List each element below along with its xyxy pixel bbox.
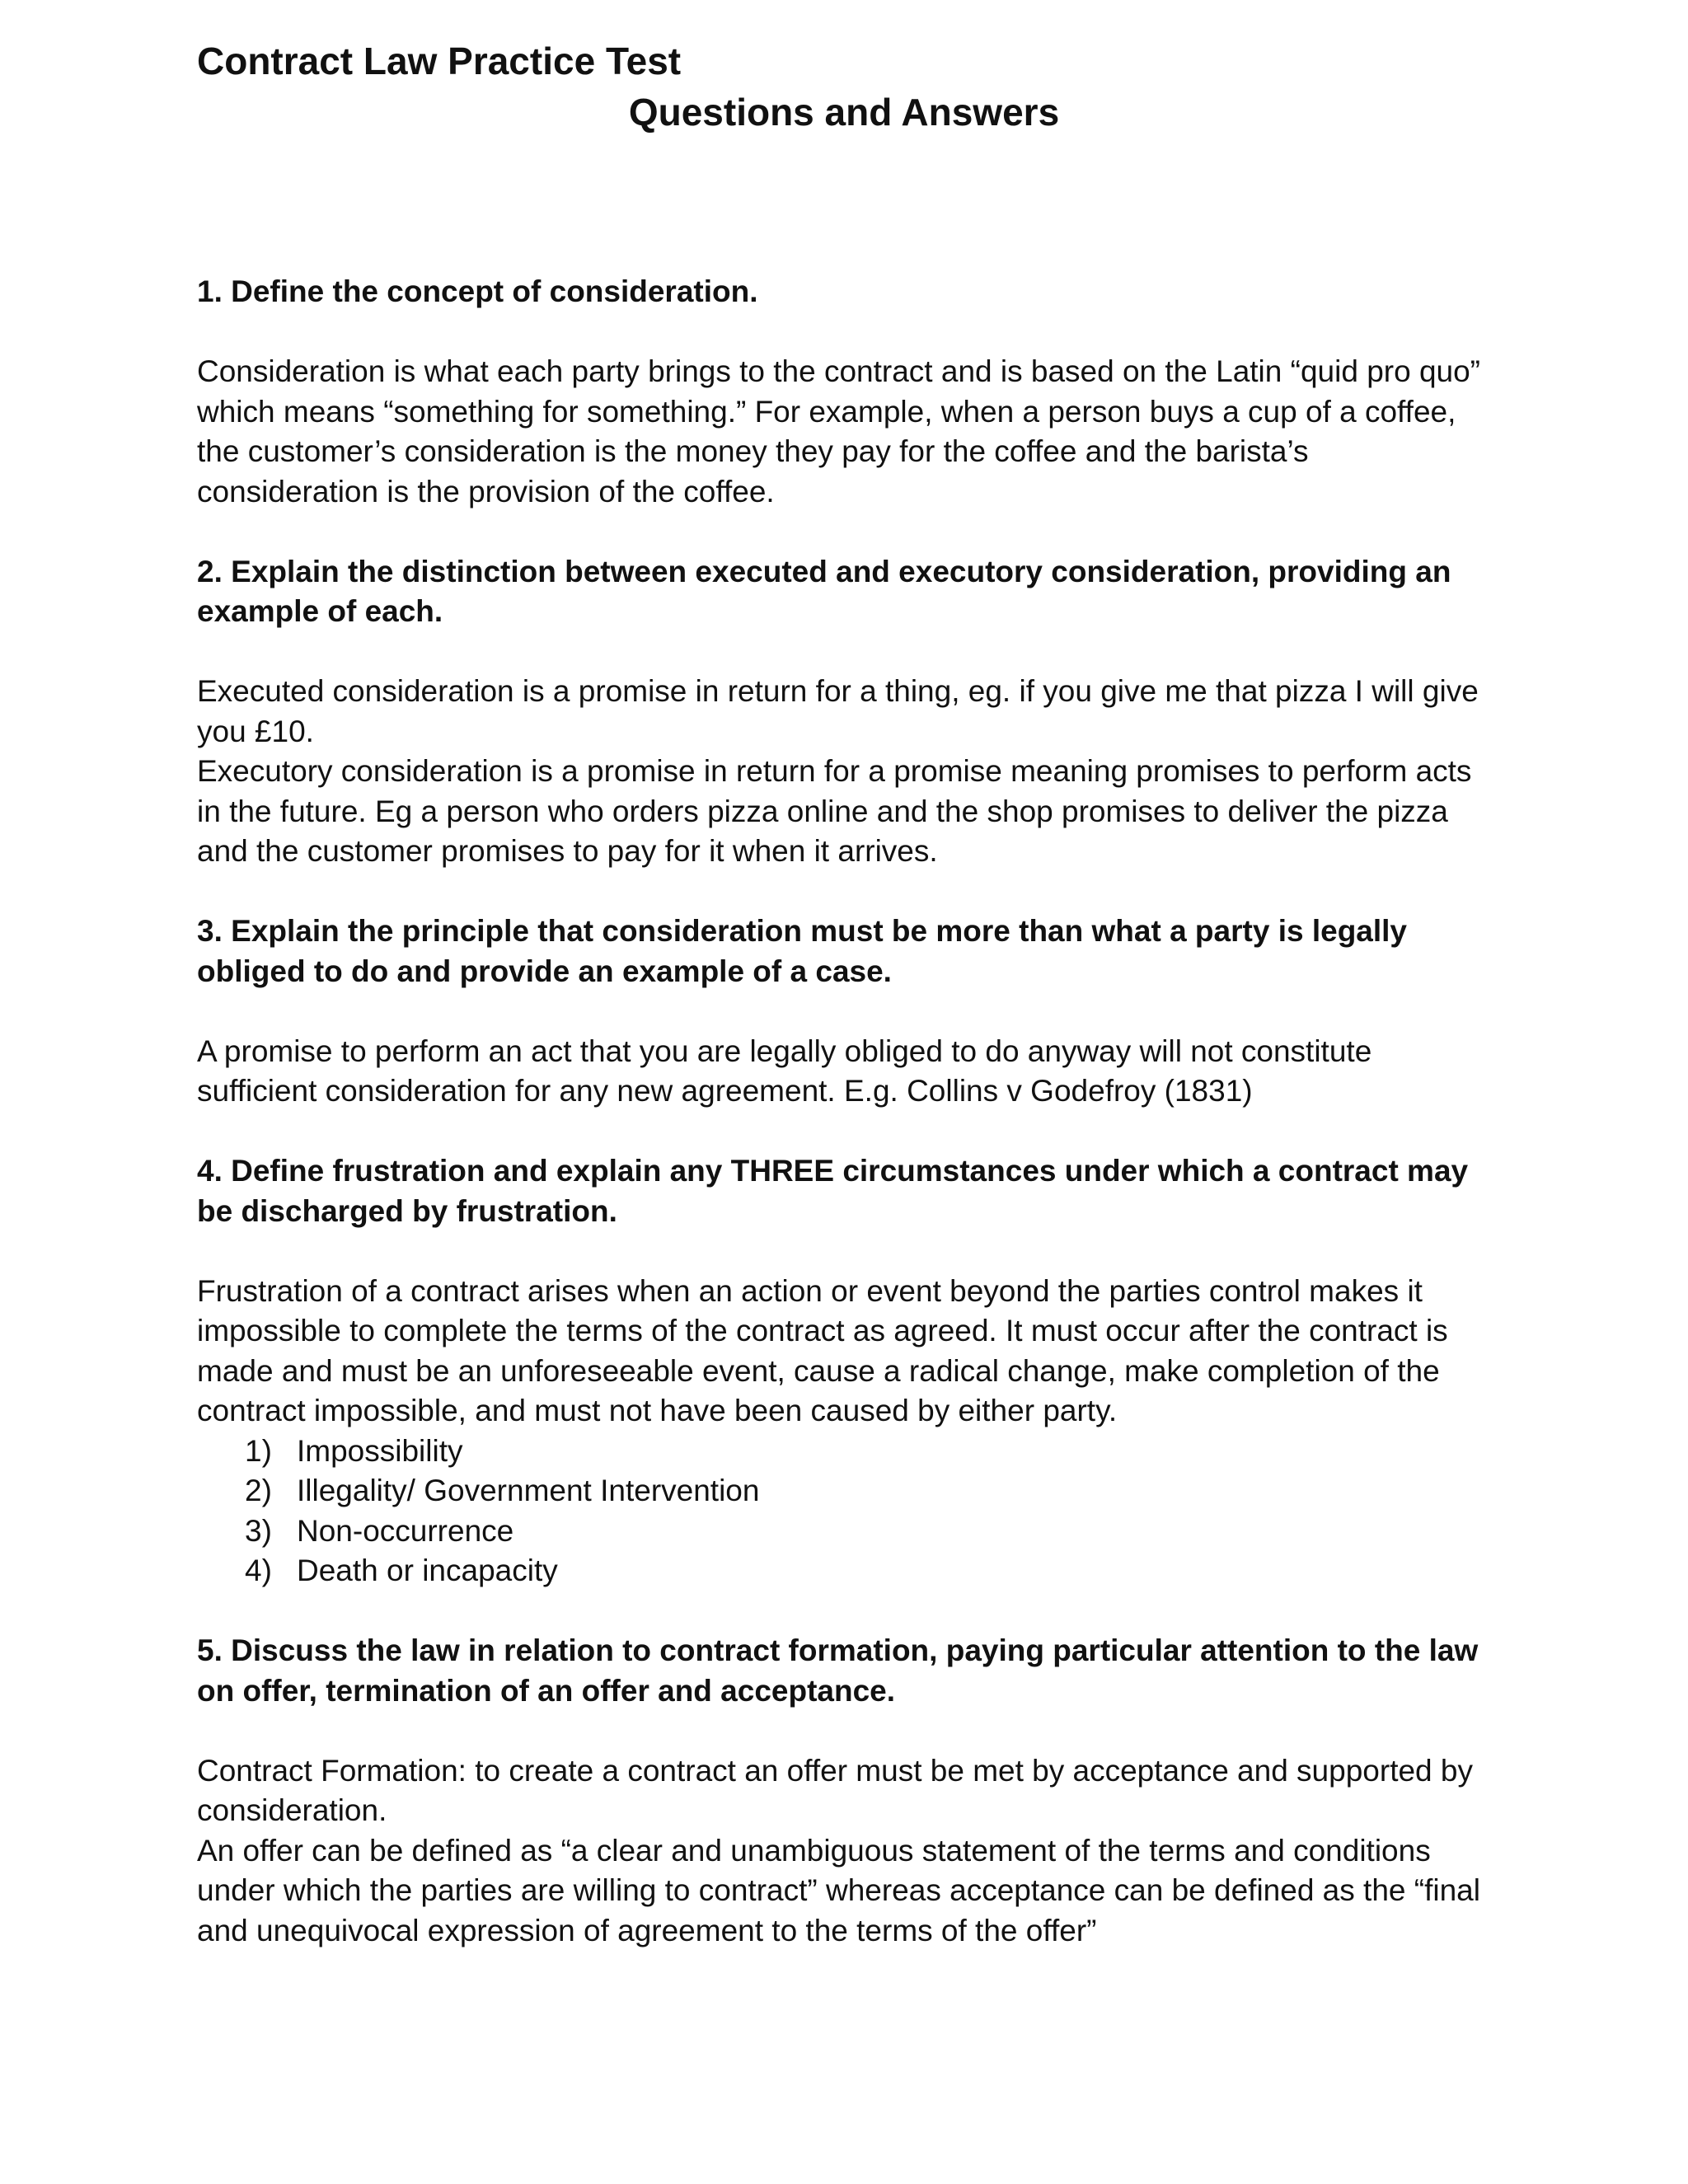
list-item-text: Impossibility [297,1433,463,1468]
question-3-heading: 3. Explain the principle that consideration must be more than what a party is legally obliged to do and provide an example of a case. [197,914,1408,988]
spacer [197,632,1483,673]
frustration-circumstances-list [197,1432,1483,1591]
spacer [197,512,1483,552]
list-item-number: 3) [245,1513,272,1548]
answer-5-paragraph-2: An offer can be defined as “a clear and unambiguous statement of the terms and conditions under which the parties are willing to contract” whereas acceptance can be defined as the “final and unequivocal expression of agreement to the terms of the offer” [197,1833,1480,1947]
spacer [197,1591,1483,1632]
list-item [197,1432,1483,1472]
answer-2-paragraph-2: Executory consideration is a promise in return for a promise meaning promises to perform acts in the future. Eg a person who orders pizza online and the shop promises to deliver the pizza and the customer promises to pay for it when it arrives. [197,754,1472,868]
answer-5-paragraph-1: Contract Formation: to create a contract an offer must be met by acceptance and supported by consideration. [197,1753,1473,1827]
question-2-heading: 2. Explain the distinction between executed and executory consideration, providing an example of each. [197,554,1451,628]
question-4-heading: 4. Define frustration and explain any THREE circumstances under which a contract may be discharged by frustration. [197,1154,1469,1228]
spacer [197,1711,1483,1751]
list-item [197,1551,1483,1591]
question-5-heading: 5. Discuss the law in relation to contract formation, paying particular attention to the law on offer, termination of an offer and acceptance. [197,1633,1479,1708]
spacer [197,872,1483,912]
answer-4-paragraph: Frustration of a contract arises when an action or event beyond the parties control makes it impossible to complete the terms of the contract as agreed. It must occur after the contract is made and must be an unforeseeable event, cause a radical change, make completion of the contract impossible, and must not have been caused by either party. [197,1273,1448,1427]
spacer [197,1231,1483,1272]
answer-2-paragraph-1: Executed consideration is a promise in return for a thing, eg. if you give me that pizza I will give you £10. [197,674,1479,748]
list-item-number: 2) [245,1474,272,1507]
list-item-text: Non-occurrence [297,1513,514,1548]
list-item-text: Death or incapacity [297,1554,558,1587]
document-subtitle: Questions and Answers [628,91,1060,134]
list-item [197,1471,1483,1511]
list-item [197,1511,1483,1552]
list-item-number: 1) [245,1433,272,1468]
document-body [197,272,1483,1951]
question-1-heading: 1. Define the concept of consideration. [197,274,758,308]
answer-3-paragraph: A promise to perform an act that you are legally obliged to do anyway will not constitute sufficient consideration for any new agreement. E.g. Collins v Godefroy (1831) [197,1033,1372,1108]
answer-1-paragraph: Consideration is what each party brings to the contract and is based on the Latin “quid pro quo” which means “something for something.” For example, when a person buys a cup of a coffee, the customer’s consideration is the money they pay for the coffee and the barista’s consideration is the provision of the coffee. [197,354,1480,509]
list-item-text: Illegality/ Government Intervention [297,1474,760,1507]
list-item-number: 4) [245,1554,272,1587]
spacer [197,1112,1483,1152]
spacer [197,312,1483,353]
spacer [197,991,1483,1032]
document-title: Contract Law Practice Test [197,40,682,82]
